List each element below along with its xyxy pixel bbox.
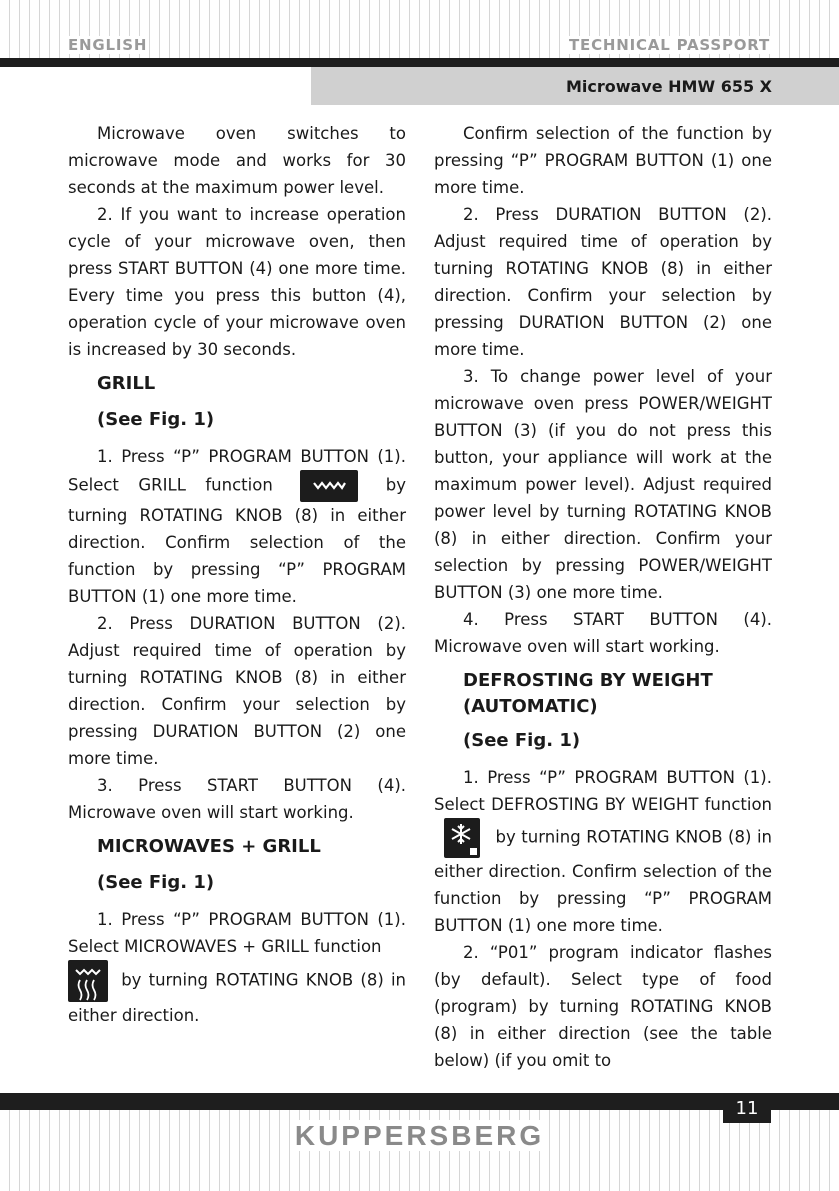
right-column bbox=[434, 120, 772, 1074]
paragraph bbox=[434, 764, 772, 939]
paragraph: Confirm selection of the function by pressing “P” PROGRAM BUTTON (1) one more time. bbox=[434, 124, 772, 197]
paragraph: 2. If you want to increase operation cycle of your microwave oven, then press START BUTTON (4) one more time. Every time you press this button (4), operation cycle of your microwave oven is increased by 30 seconds. bbox=[68, 205, 406, 359]
step-text: by turning ROTATING KNOB (8) in either direction. bbox=[68, 970, 406, 1025]
step-text: 1. Press “P” PROGRAM BUTTON (1). Select DEFROSTING BY WEIGHT function bbox=[434, 768, 772, 814]
header-rule bbox=[0, 58, 839, 67]
microwave-grill-icon bbox=[68, 960, 108, 1002]
section-heading-defrosting bbox=[463, 668, 772, 720]
heading-line: DEFROSTING BY WEIGHT bbox=[463, 670, 713, 691]
figure-reference: (See Fig. 1) bbox=[97, 409, 215, 430]
paragraph: 2. Press DURATION BUTTON (2). Adjust required time of operation by turning ROTATING KNOB (8) in either direction. Confirm your selection by pressing DURATION BUTTON (2) one more time. bbox=[434, 205, 772, 359]
step-text: 1. Press “P” PROGRAM BUTTON (1). Select GRILL function bbox=[68, 447, 406, 495]
paragraph: 1. Press “P” PROGRAM BUTTON (1). Select MICROWAVES + GRILL function bbox=[68, 910, 406, 956]
step-text: by turning ROTATING KNOB (8) in either direction. Confirm selection of the function by pressing “P” PROGRAM BUTTON (1) one more time. bbox=[68, 475, 406, 606]
paragraph: 2. Press DURATION BUTTON (2). Adjust required time of operation by turning ROTATING KNOB (8) in either direction. Confirm your selection by pressing DURATION BUTTON (2) one more time. bbox=[68, 614, 406, 768]
header-doc-type: TECHNICAL PASSPORT bbox=[569, 36, 770, 54]
model-title-text: Microwave HMW 655 X bbox=[565, 76, 772, 96]
heading-line: (AUTOMATIC) bbox=[463, 696, 598, 717]
paragraph: Microwave oven switches to microwave mode and works for 30 seconds at the maximum power level. bbox=[68, 124, 406, 197]
paragraph bbox=[68, 443, 406, 610]
left-column bbox=[68, 120, 406, 1029]
figure-reference: (See Fig. 1) bbox=[463, 730, 581, 751]
figure-reference: (See Fig. 1) bbox=[97, 872, 215, 893]
paragraph: 2. “P01” program indicator flashes (by default). Select type of food (program) by turning ROTATING KNOB (8) in either direction (see the table below) (if you omit to bbox=[434, 943, 772, 1070]
paragraph: 3. To change power level of your microwave oven press POWER/WEIGHT BUTTON (3) (if you do not press this button, your appliance will work at the maximum power level). Adjust required power level by turning ROTATING KNOB (8) in either direction. Confirm your selection by pressing POWER/WEIGHT BUTTON (3) one more time. bbox=[434, 367, 772, 602]
grill-waves-icon bbox=[300, 470, 358, 502]
paragraph: 3. Press START BUTTON (4). Microwave oven will start working. bbox=[68, 776, 406, 822]
page-number: 11 bbox=[723, 1093, 771, 1123]
section-heading-grill: GRILL bbox=[97, 373, 156, 394]
paragraph: 4. Press START BUTTON (4). Microwave oven will start working. bbox=[434, 610, 772, 656]
brand-logo bbox=[0, 1120, 839, 1152]
snowflake-weight-icon bbox=[444, 818, 480, 858]
footer-rule bbox=[0, 1093, 839, 1110]
brand-text: KUPPERSBERG bbox=[291, 1120, 548, 1151]
model-title bbox=[311, 67, 839, 105]
header-language: ENGLISH bbox=[68, 36, 148, 54]
paragraph bbox=[68, 960, 406, 1029]
step-text: by turning ROTATING KNOB (8) in either direction. Confirm selection of the function by pressing “P” PROGRAM BUTTON (1) one more time. bbox=[434, 827, 772, 935]
section-heading-microwaves-grill: MICROWAVES + GRILL bbox=[97, 836, 321, 857]
